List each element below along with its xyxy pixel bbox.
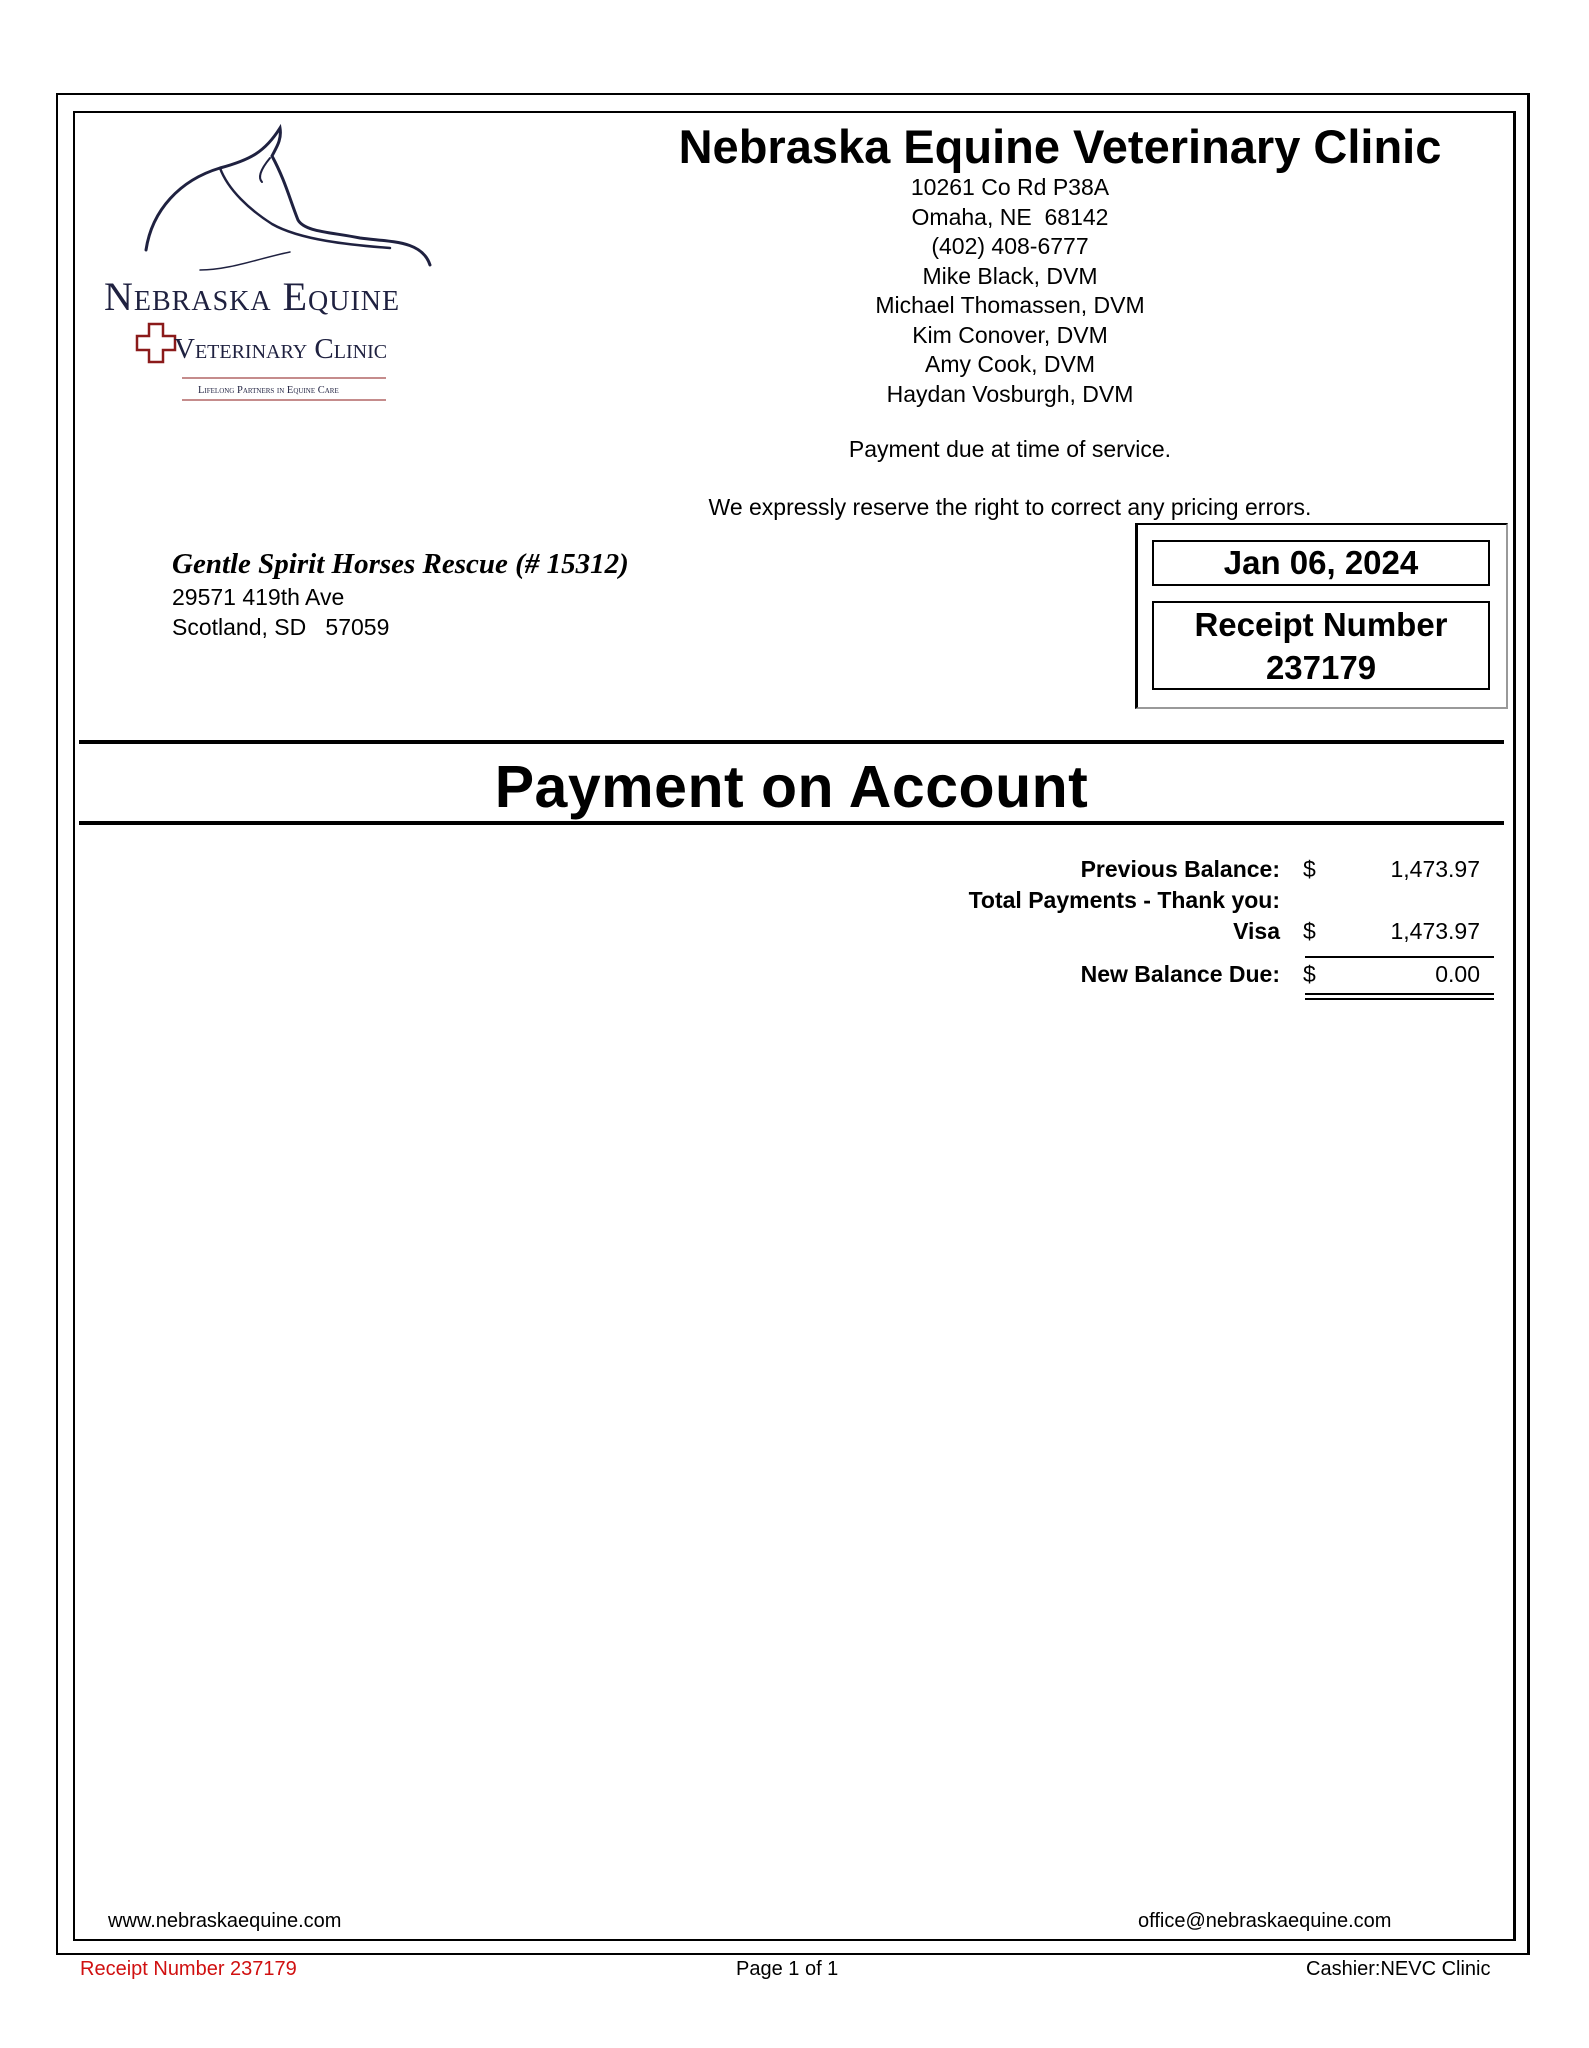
receipt-number-box (1152, 601, 1490, 690)
doctor-name: Kim Conover, DVM (912, 321, 1108, 348)
new-balance-label: New Balance Due: (1080, 961, 1280, 987)
clinic-phone: (402) 408-6777 (931, 233, 1089, 259)
previous-balance-label: Previous Balance: (1080, 856, 1280, 882)
footer-page-number: Page 1 of 1 (736, 1958, 839, 1980)
clinic-contact-block (760, 173, 1260, 409)
logo-line1-text: Nebraska Equine (104, 274, 401, 319)
logo-tagline-text: Lifelong Partners in Equine Care (198, 385, 339, 396)
clinic-logo (100, 120, 480, 410)
total-double-rule (1305, 998, 1494, 1000)
visa-currency: $ (1303, 918, 1316, 944)
clinic-address-line2: Omaha, NE 68142 (911, 203, 1109, 230)
payment-notice: Payment due at time of service. (848, 436, 1172, 462)
client-address-line2: Scotland, SD 57059 (172, 614, 390, 640)
doctor-name: Haydan Vosburgh, DVM (886, 380, 1134, 407)
footer-receipt-reference: Receipt Number 237179 (80, 1958, 297, 1980)
total-double-rule (1305, 993, 1494, 995)
clinic-address-line1: 10261 Co Rd P38A (910, 174, 1110, 200)
client-address-line1: 29571 419th Ave (172, 584, 345, 610)
pricing-notice: We expressly reserve the right to correct any pricing errors. (708, 494, 1312, 520)
footer-cashier: Cashier:NEVC Clinic (1306, 1958, 1491, 1980)
new-balance-value: 0.00 (1435, 961, 1480, 987)
title-rule-bottom (79, 821, 1504, 825)
new-balance-currency: $ (1303, 961, 1316, 987)
total-payments-label: Total Payments - Thank you: (968, 887, 1280, 913)
title-rule-top (79, 740, 1504, 744)
doctor-name: Mike Black, DVM (922, 262, 1098, 289)
doctor-name: Michael Thomassen, DVM (875, 292, 1145, 318)
document-title: Payment on Account (494, 754, 1089, 820)
previous-balance-currency: $ (1303, 856, 1316, 882)
receipt-date: Jan 06, 2024 (1152, 540, 1490, 586)
subtotal-rule (1305, 956, 1494, 958)
visa-label: Visa (1233, 918, 1280, 944)
clinic-name: Nebraska Equine Veterinary Clinic (678, 120, 1442, 173)
receipt-number-value: 237179 (1265, 649, 1377, 686)
previous-balance-value: 1,473.97 (1390, 856, 1480, 882)
client-name: Gentle Spirit Horses Rescue (# 15312) (172, 548, 629, 580)
receipt-number-label: Receipt Number (1194, 606, 1448, 643)
client-address-block (172, 582, 389, 642)
visa-value: 1,473.97 (1390, 918, 1480, 944)
footer-website: www.nebraskaequine.com (108, 1910, 342, 1932)
footer-email: office@nebraskaequine.com (1138, 1910, 1392, 1932)
logo-line2-text: Veterinary Clinic (174, 333, 388, 365)
doctor-name: Amy Cook, DVM (925, 351, 1095, 377)
